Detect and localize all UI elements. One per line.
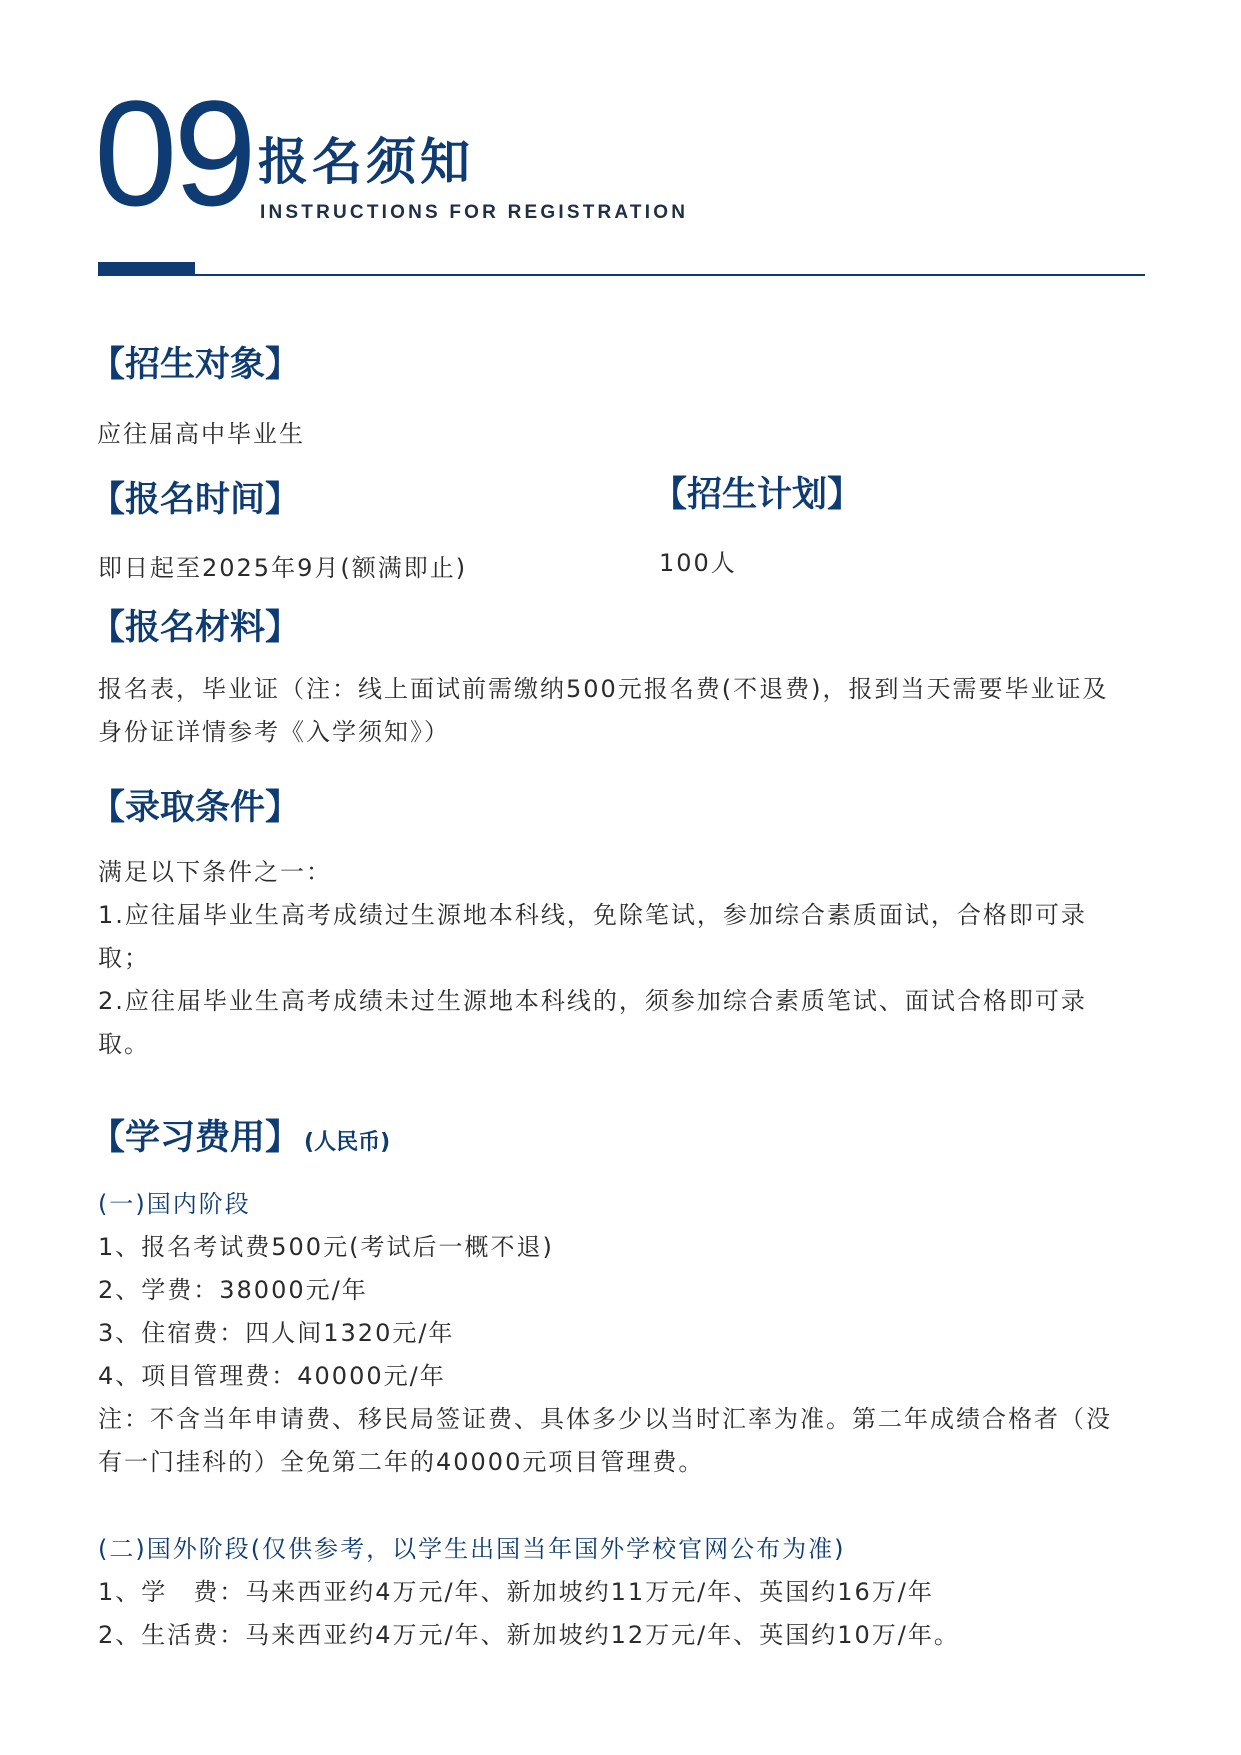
fees-domestic-title: (一)国内阶段 bbox=[98, 1190, 251, 1218]
target-text: 应往届高中毕业生 bbox=[97, 420, 305, 448]
fees-heading-label: 【学习费用】 bbox=[90, 1118, 301, 1158]
admission-text bbox=[98, 851, 1087, 1066]
materials-text bbox=[98, 668, 1109, 754]
fees-overseas-title: (二)国外阶段(仅供参考，以学生出国当年国外学校官网公布为准) bbox=[98, 1535, 846, 1563]
time-text: 即日起至2025年9月(额满即止) bbox=[98, 554, 468, 582]
admission-line: 2.应往届毕业生高考成绩未过生源地本科线的，须参加综合素质笔试、面试合格即可录 bbox=[98, 987, 1087, 1015]
admission-line: 满足以下条件之一： bbox=[98, 858, 332, 886]
materials-line: 身份证详情参考《入学须知》） bbox=[98, 718, 450, 746]
fees-domestic-item: 4、项目管理费：40000元/年 bbox=[98, 1362, 446, 1390]
fees-domestic-note: 注：不含当年申请费、移民局签证费、具体多少以当时汇率为准。第二年成绩合格者（没 bbox=[98, 1405, 1112, 1433]
heading-time: 【报名时间】 bbox=[90, 480, 301, 520]
fees-overseas-item: 2、生活费：马来西亚约4万元/年、新加坡约12万元/年、英国约10万/年。 bbox=[98, 1621, 960, 1649]
fees-domestic-item: 3、住宿费：四人间1320元/年 bbox=[98, 1319, 455, 1347]
header-rule-accent bbox=[98, 262, 195, 276]
fees-overseas bbox=[98, 1528, 960, 1657]
heading-target: 【招生对象】 bbox=[90, 345, 301, 385]
heading-admission: 【录取条件】 bbox=[90, 788, 301, 828]
admission-line: 1.应往届毕业生高考成绩过生源地本科线，免除笔试，参加综合素质面试，合格即可录 bbox=[98, 901, 1087, 929]
header-rule bbox=[195, 274, 1145, 276]
fees-domestic-note: 有一门挂科的）全免第二年的40000元项目管理费。 bbox=[98, 1448, 705, 1476]
fees-heading-note: (人民币) bbox=[304, 1130, 391, 1155]
page-title: 报名须知 bbox=[258, 133, 474, 191]
admission-line: 取。 bbox=[98, 1030, 150, 1058]
fees-domestic-item: 1、报名考试费500元(考试后一概不退) bbox=[98, 1233, 554, 1261]
plan-text: 100人 bbox=[659, 549, 737, 577]
heading-materials: 【报名材料】 bbox=[90, 608, 301, 648]
fees-domestic bbox=[98, 1183, 1112, 1484]
admission-line: 取； bbox=[98, 944, 150, 972]
fees-overseas-item: 1、学 费：马来西亚约4万元/年、新加坡约11万元/年、英国约16万/年 bbox=[98, 1578, 934, 1606]
materials-line: 报名表，毕业证（注：线上面试前需缴纳500元报名费(不退费)，报到当天需要毕业证及 bbox=[98, 675, 1109, 703]
heading-plan: 【招生计划】 bbox=[652, 475, 863, 515]
section-number: 09 bbox=[94, 69, 253, 237]
fees-domestic-item: 2、学费：38000元/年 bbox=[98, 1276, 368, 1304]
heading-fees bbox=[90, 1110, 390, 1160]
page-subtitle: INSTRUCTIONS FOR REGISTRATION bbox=[260, 202, 689, 223]
